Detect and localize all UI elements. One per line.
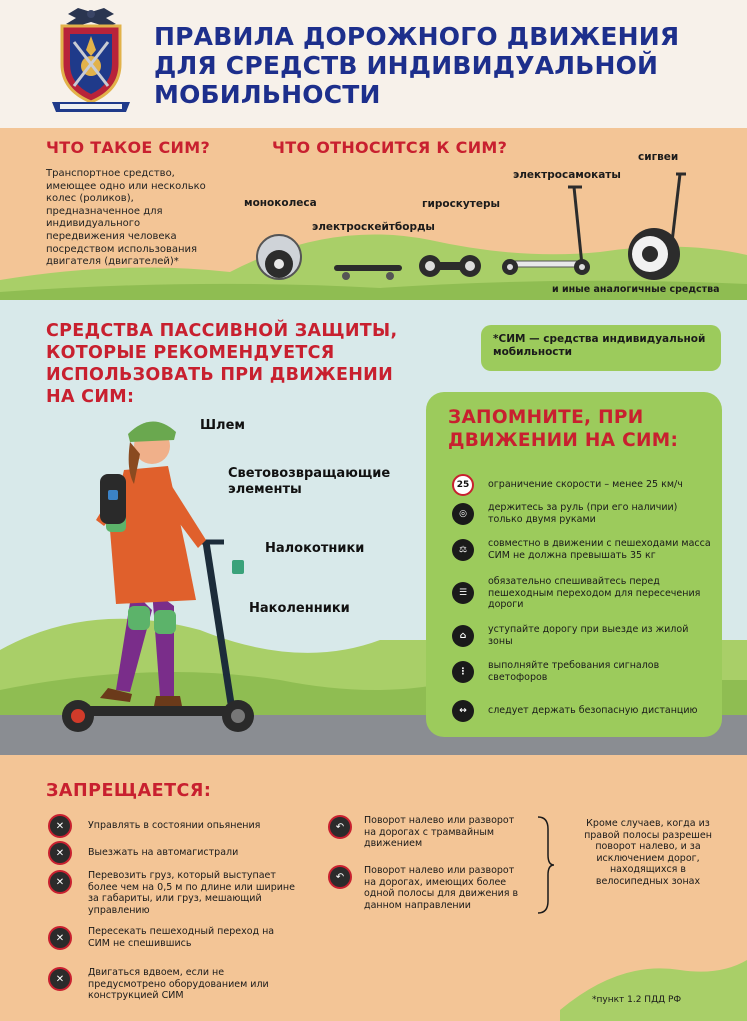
no-left-turn-tram-icon: ↶	[328, 815, 352, 839]
monowheel-icon	[254, 232, 304, 280]
no-alcohol-icon: ✕	[48, 814, 72, 838]
vehicle-label-monowheels: моноколеса	[244, 197, 317, 209]
scooter-rider-illustration	[56, 410, 266, 740]
prohibited-item: ✕ Перевозить груз, который выступает более чем на 0,5 м по длине или ширине за габариты, или груз, мешающий управлению	[48, 870, 308, 916]
rule-item: ◎ держитесь за руль (при его наличии) только двумя руками	[452, 502, 714, 525]
vehicle-label-scooters: электросамокаты	[513, 169, 621, 181]
vehicle-label-skateboards: электроскейтборды	[312, 221, 435, 233]
prohibited-item: ✕ Выезжать на автомагистрали	[48, 841, 298, 865]
weight-icon: ⚖	[452, 539, 474, 561]
no-oversized-cargo-icon: ✕	[48, 870, 72, 894]
hoverboard-icon	[418, 250, 482, 282]
no-left-turn-multilane-icon: ↶	[328, 865, 352, 889]
exception-note: Кроме случаев, когда из правой полосы разрешен поворот налево, и за исключением дорог, находящихся в велосипедных зонах	[584, 818, 712, 887]
green-hills-decoration	[560, 940, 747, 1021]
protection-label-reflective: Световозвращающие элементы	[228, 466, 391, 497]
pedestrian-crossing-icon: ☰	[452, 582, 474, 604]
no-highway-icon: ✕	[48, 841, 72, 865]
steering-wheel-icon: ◎	[452, 503, 474, 525]
sim-definition: Транспортное средство, имеющее одно или несколько колес (роликов), предназначенное для индивидуального передвижения человека посредством использования двигателя (двигателей)*	[46, 168, 206, 268]
electric-skateboard-icon	[332, 262, 404, 282]
residential-zone-icon: ⌂	[452, 625, 474, 647]
rule-item: ↔ следует держать безопасную дистанцию	[452, 700, 714, 722]
protection-label-knee-pads: Наколенники	[249, 601, 350, 616]
rule-item: ⌂ уступайте дорогу при выезде из жилой зоны	[452, 624, 714, 647]
electric-scooter-icon	[498, 183, 598, 281]
no-passenger-icon: ✕	[48, 967, 72, 991]
rule-item: 25 ограничение скорости – менее 25 км/ч	[452, 474, 714, 496]
protection-label-elbow-pads: Налокотники	[265, 541, 365, 556]
rule-item: ☰ обязательно спешивайтесь перед пешеходным переходом для пересечения дороги	[452, 576, 714, 611]
brace-decoration	[536, 815, 556, 915]
vehicle-label-hoverboards: гироскутеры	[422, 198, 500, 210]
rule-item: ⋮ выполняйте требования сигналов светофоров	[452, 660, 714, 683]
prohibited-item: ↶ Поворот налево или разворот на дорогах с трамвайным движением	[328, 815, 528, 850]
rule-item: ⚖ совместно в движении с пешеходами масса СИМ не должна превышать 35 кг	[452, 538, 714, 561]
what-is-sim-heading: ЧТО ТАКОЕ СИМ?	[46, 138, 211, 157]
vehicle-label-other: и иные аналогичные средства	[552, 284, 720, 295]
passive-protection-heading: СРЕДСТВА ПАССИВНОЙ ЗАЩИТЫ, КОТОРЫЕ РЕКОМЕНДУЕТСЯ ИСПОЛЬЗОВАТЬ ПРИ ДВИЖЕНИИ НА СИМ:	[46, 321, 398, 407]
traffic-light-icon: ⋮	[452, 661, 474, 683]
what-belongs-heading: ЧТО ОТНОСИТСЯ К СИМ?	[272, 138, 508, 157]
prohibited-item: ✕ Управлять в состоянии опьянения	[48, 814, 298, 838]
prohibited-item: ✕ Двигаться вдвоем, если не предусмотрено оборудованием или конструкцией СИМ	[48, 967, 298, 1002]
vehicle-label-segways: сигвеи	[638, 151, 679, 163]
prohibited-heading: ЗАПРЕЩАЕТСЯ:	[46, 781, 212, 801]
page-title: ПРАВИЛА ДОРОЖНОГО ДВИЖЕНИЯ ДЛЯ СРЕДСТВ ИНДИВИДУАЛЬНОЙ МОБИЛЬНОСТИ	[154, 22, 680, 109]
protection-label-helmet: Шлем	[200, 418, 246, 433]
segway-icon	[620, 170, 692, 282]
no-riding-crosswalk-icon: ✕	[48, 926, 72, 950]
footnote: *пункт 1.2 ПДД РФ	[592, 995, 682, 1005]
prohibited-item: ↶ Поворот налево или разворот на дорогах, имеющих более одной полосы для движения в данном направлении	[328, 865, 528, 911]
police-emblem-icon	[48, 6, 134, 114]
speed-limit-icon: 25	[452, 474, 474, 496]
distance-icon: ↔	[452, 700, 474, 722]
prohibited-item: ✕ Пересекать пешеходный переход на СИМ не спешившись	[48, 926, 298, 950]
remember-heading: ЗАПОМНИТЕ, ПРИ ДВИЖЕНИИ НА СИМ:	[448, 407, 679, 451]
sim-abbreviation-note: *СИМ — средства индивидуальной мобильности	[481, 325, 721, 371]
